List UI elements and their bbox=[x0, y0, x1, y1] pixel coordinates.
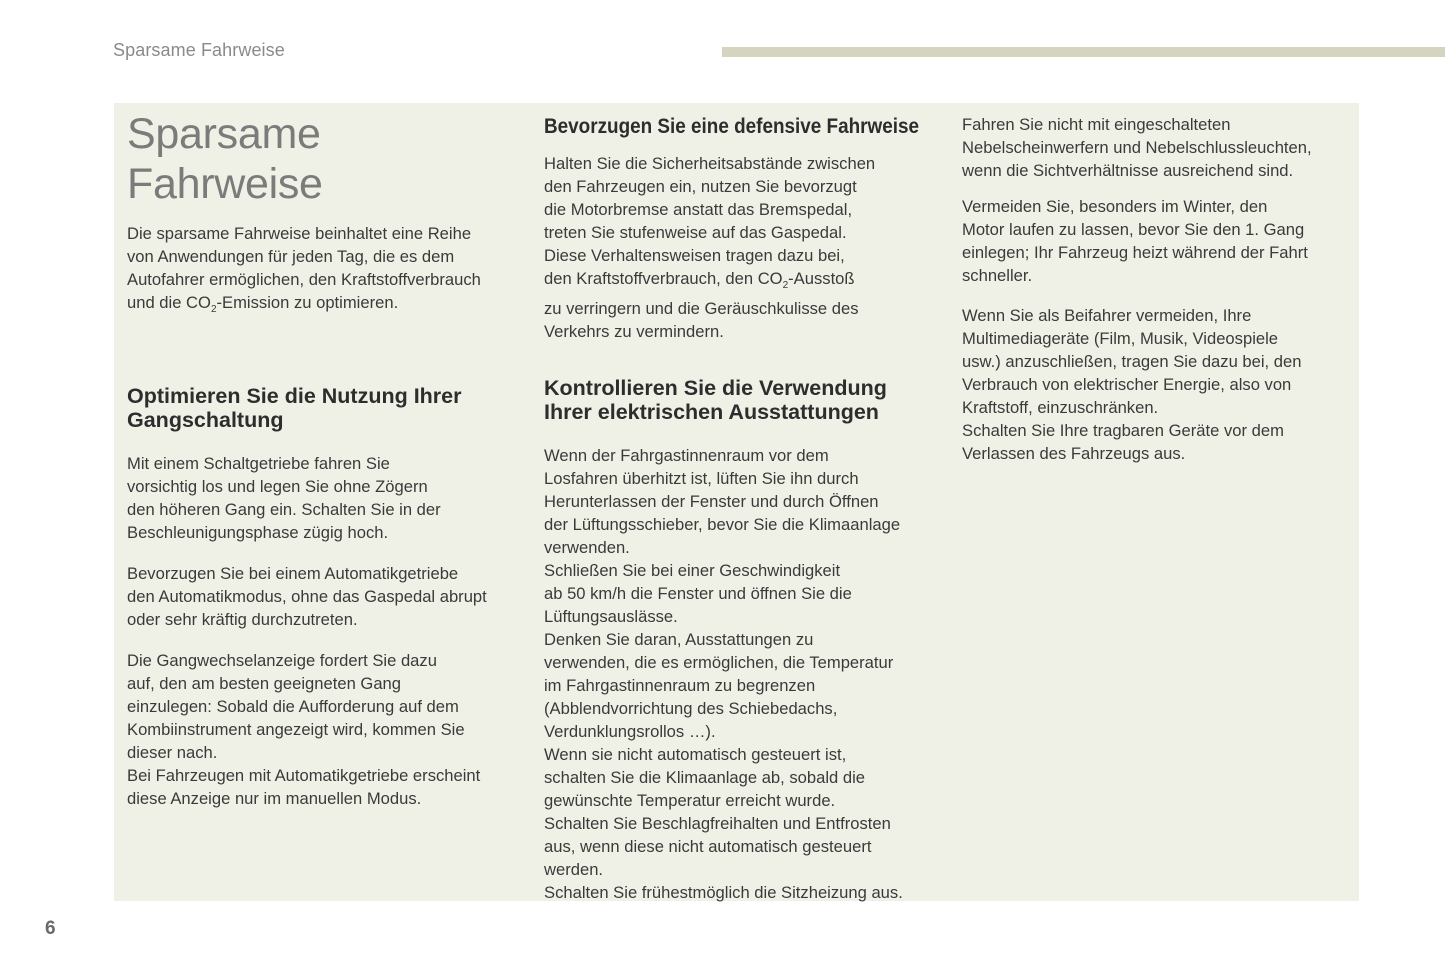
column-1 bbox=[127, 103, 527, 810]
gearshift-paragraph-3: Die Gangwechselanzeige fordert Sie dazu auf, den am besten geeigneten Gang einzulegen: Sobald die Aufforderung auf dem Kombiinstrument angezeigt wird, kommen Sie dieser nach. Bei Fahrzeugen mit Automatikgetriebe erscheint diese Anzeige nur im manuellen Modus. bbox=[127, 651, 481, 808]
intro-paragraph: Die sparsame Fahrweise beinhaltet eine Reihe von Anwendungen für jeden Tag, die es dem Autofahrer ermöglichen, den Kraftstoffverbrauch und die $CO_2$-Emission zu optimieren. bbox=[127, 224, 481, 315]
defensive-paragraph: Halten Sie die Sicherheitsabstände zwischen den Fahrzeugen ein, nutzen Sie bevorzugt die Motorbremse anstatt das Bremspedal, treten Sie stufenweise auf das Gaspedal. Diese Verhaltensweisen tragen dazu bei, den Kraftstoffverbrauch, den $CO_2$-Ausstoß zu verringern und die Geräuschkulisse des Verkehrs zu vermindern. bbox=[544, 154, 876, 341]
content-panel bbox=[114, 103, 1359, 901]
header-decorative-bar bbox=[722, 47, 1445, 57]
section-heading-defensive: Bevorzugen Sie eine defensive Fahrweise bbox=[544, 115, 920, 138]
multimedia-paragraph: Wenn Sie als Beifahrer vermeiden, Ihre Multimediageräte (Film, Musik, Videospiele usw.) anzuschließen, tragen Sie dazu bei, den Verbrauch von elektrischer Energie, also von Kraftstoff, einzuschränken. Schalten Sie Ihre tragbaren Geräte vor dem Verlassen des Fahrzeugs aus. bbox=[962, 306, 1302, 463]
page-number: 6 bbox=[45, 918, 56, 939]
gearshift-paragraph-1: Mit einem Schaltgetriebe fahren Sie vorsichtig los und legen Sie ohne Zögern den höheren Gang ein. Schalten Sie in der Beschleunigungsphase zügig hoch. bbox=[127, 454, 441, 542]
electrical-paragraph: Wenn der Fahrgastinnenraum vor dem Losfahren überhitzt ist, lüften Sie ihn durch Herunterlassen der Fenster und durch Öffnen der Lüftungsschieber, bevor Sie die Klimaanlage verwenden. Schließen Sie bei einer Geschwindigkeit ab 50 km/h die Fenster und öffnen Sie die Lüftungsauslässe. Denken Sie daran, Ausstattungen zu verwenden, die es ermöglichen, die Temperatur im Fahrgastinnenraum zu begrenzen (Abblendvorrichtung des Schiebedachs, Verdunklungsrollos …). Wenn sie nicht automatisch gesteuert ist, schalten Sie die Klimaanlage ab, sobald die gewünschte Temperatur erreicht wurde. Schalten Sie Beschlagfreihalten und Entfrosten aus, wenn diese nicht automatisch gesteuert werden. Schalten Sie frühestmöglich die Sitzheizung aus. bbox=[544, 446, 903, 902]
running-header-title: Sparsame Fahrweise bbox=[113, 40, 285, 60]
section-heading-electrical: Kontrollieren Sie die Verwendung Ihrer elektrischen Ausstattungen bbox=[544, 376, 887, 424]
column-3 bbox=[962, 103, 1352, 465]
winter-engine-paragraph: Vermeiden Sie, besonders im Winter, den Motor laufen zu lassen, bevor Sie den 1. Gang einlegen; Ihr Fahrzeug heizt während der Fahrt schneller. bbox=[962, 197, 1308, 285]
gearshift-paragraph-2: Bevorzugen Sie bei einem Automatikgetriebe den Automatikmodus, ohne das Gaspedal abrupt oder sehr kräftig durchzutreten. bbox=[127, 564, 487, 629]
section-heading-gearshift: Optimieren Sie die Nutzung Ihrer Gangschaltung bbox=[127, 384, 462, 432]
column-2 bbox=[544, 103, 944, 904]
page-title: Sparsame Fahrweise bbox=[127, 110, 323, 208]
foglights-paragraph: Fahren Sie nicht mit eingeschalteten Nebelscheinwerfern und Nebelschlussleuchten, wenn die Sichtverhältnisse ausreichend sind. bbox=[962, 115, 1312, 180]
